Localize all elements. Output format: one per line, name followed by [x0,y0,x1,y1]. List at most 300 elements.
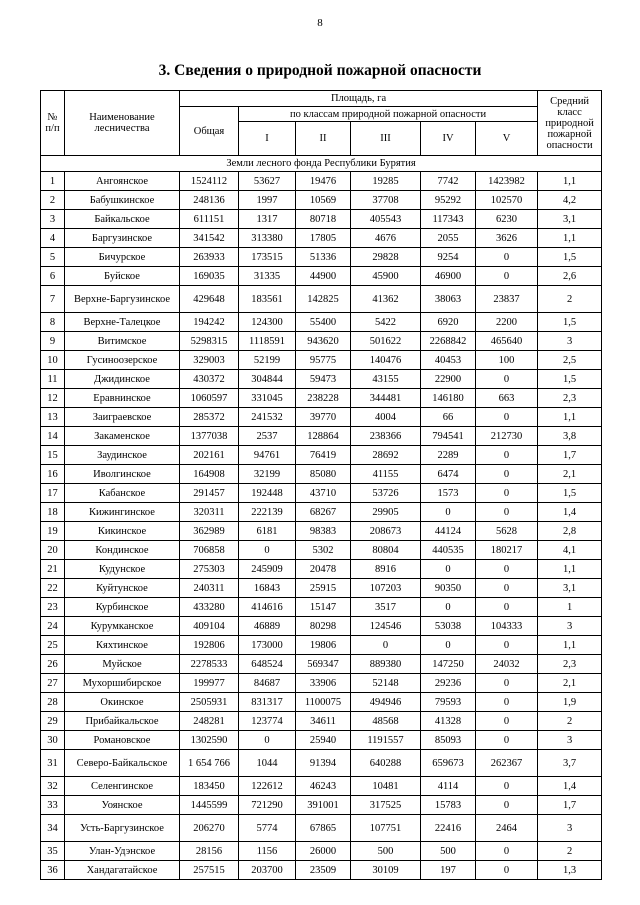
avg-class: 1,7 [538,796,602,815]
class-4-area: 41328 [421,712,476,731]
total-area: 430372 [180,370,239,389]
total-area: 248136 [180,191,239,210]
forestry-name: Куйтунское [65,579,180,598]
class-1-area: 331045 [239,389,296,408]
avg-class: 1,4 [538,777,602,796]
class-4-area: 440535 [421,541,476,560]
table-row [41,674,602,693]
avg-class: 3,1 [538,210,602,229]
forestry-name: Муйское [65,655,180,674]
table-row [41,777,602,796]
table-row [41,332,602,351]
table-row [41,370,602,389]
class-2-area: 34611 [296,712,351,731]
row-number: 11 [41,370,65,389]
class-2-area: 46243 [296,777,351,796]
class-5-area: 0 [476,560,538,579]
total-area: 1302590 [180,731,239,750]
class-3-area: 52148 [351,674,421,693]
class-5-area: 5628 [476,522,538,541]
class-1-area: 6181 [239,522,296,541]
class-1-area: 241532 [239,408,296,427]
class-2-area: 128864 [296,427,351,446]
class-3-area: 494946 [351,693,421,712]
class-3-area: 10481 [351,777,421,796]
total-area: 429648 [180,286,239,313]
row-number: 18 [41,503,65,522]
table-row [41,560,602,579]
page-number: 8 [317,17,323,29]
class-1-area: 122612 [239,777,296,796]
forestry-name: Иволгинское [65,465,180,484]
class-1-area: 5774 [239,815,296,842]
table-row [41,655,602,674]
class-4-area: 15783 [421,796,476,815]
forestry-name: Ангоянское [65,172,180,191]
table-row [41,446,602,465]
class-3-area: 640288 [351,750,421,777]
total-area: 1445599 [180,796,239,815]
class-4-area: 146180 [421,389,476,408]
class-5-area: 0 [476,267,538,286]
class-4-area: 22416 [421,815,476,842]
class-3-area: 5422 [351,313,421,332]
total-area: 28156 [180,842,239,861]
class-2-area: 391001 [296,796,351,815]
class-3-area: 4004 [351,408,421,427]
table-row [41,351,602,370]
table-row [41,408,602,427]
class-3-area: 29905 [351,503,421,522]
total-area: 206270 [180,815,239,842]
fire-danger-table [40,90,602,880]
class-5-area: 0 [476,484,538,503]
header-class-1: I [239,122,296,156]
class-5-area: 0 [476,796,538,815]
row-number: 25 [41,636,65,655]
avg-class: 2,6 [538,267,602,286]
class-3-area: 80804 [351,541,421,560]
class-4-area: 85093 [421,731,476,750]
total-area: 706858 [180,541,239,560]
total-area: 1377038 [180,427,239,446]
class-5-area: 0 [476,370,538,389]
forestry-name: Витимское [65,332,180,351]
class-2-area: 25940 [296,731,351,750]
table-row [41,503,602,522]
class-5-area: 0 [476,579,538,598]
class-1-area: 192448 [239,484,296,503]
row-number: 17 [41,484,65,503]
avg-class: 4,2 [538,191,602,210]
header-class-4: IV [421,122,476,156]
class-3-area: 48568 [351,712,421,731]
row-number: 31 [41,750,65,777]
class-2-area: 10569 [296,191,351,210]
row-number: 19 [41,522,65,541]
total-area: 611151 [180,210,239,229]
row-number: 30 [41,731,65,750]
class-4-area: 0 [421,598,476,617]
row-number: 7 [41,286,65,313]
row-number: 3 [41,210,65,229]
class-3-area: 41155 [351,465,421,484]
class-4-area: 79593 [421,693,476,712]
avg-class: 3,7 [538,750,602,777]
table-row [41,712,602,731]
avg-class: 1,9 [538,693,602,712]
class-2-area: 80718 [296,210,351,229]
avg-class: 3 [538,332,602,351]
class-2-area: 55400 [296,313,351,332]
class-3-area: 1191557 [351,731,421,750]
avg-class: 3 [538,815,602,842]
class-2-area: 59473 [296,370,351,389]
table-row [41,617,602,636]
class-4-area: 22900 [421,370,476,389]
total-area: 275303 [180,560,239,579]
row-number: 9 [41,332,65,351]
table-row [41,750,602,777]
forestry-name: Уоянское [65,796,180,815]
class-2-area: 23509 [296,861,351,880]
class-1-area: 2537 [239,427,296,446]
forestry-name: Кикинское [65,522,180,541]
class-1-area: 124300 [239,313,296,332]
forestry-name: Селенгинское [65,777,180,796]
class-1-area: 173515 [239,248,296,267]
total-area: 5298315 [180,332,239,351]
table-row [41,191,602,210]
class-4-area: 95292 [421,191,476,210]
class-4-area: 500 [421,842,476,861]
class-2-area: 33906 [296,674,351,693]
class-1-area: 304844 [239,370,296,389]
total-area: 194242 [180,313,239,332]
class-5-area: 2200 [476,313,538,332]
class-2-area: 569347 [296,655,351,674]
class-5-area: 0 [476,777,538,796]
avg-class: 2,1 [538,674,602,693]
class-4-area: 6920 [421,313,476,332]
class-2-area: 19806 [296,636,351,655]
forestry-name: Баргузинское [65,229,180,248]
row-number: 8 [41,313,65,332]
class-3-area: 405543 [351,210,421,229]
row-number: 29 [41,712,65,731]
table-row [41,286,602,313]
table-row [41,598,602,617]
avg-class: 2,1 [538,465,602,484]
class-3-area: 41362 [351,286,421,313]
total-area: 164908 [180,465,239,484]
header-total: Общая [180,107,239,156]
table-row [41,861,602,880]
class-3-area: 238366 [351,427,421,446]
class-1-area: 1044 [239,750,296,777]
class-2-area: 67865 [296,815,351,842]
class-2-area: 51336 [296,248,351,267]
class-3-area: 4676 [351,229,421,248]
avg-class: 1,1 [538,229,602,248]
class-5-area: 262367 [476,750,538,777]
forestry-name: Хандагатайское [65,861,180,880]
table-row [41,541,602,560]
class-2-area: 25915 [296,579,351,598]
header-area: Площадь, га [180,91,538,107]
class-5-area: 0 [476,446,538,465]
class-2-area: 5302 [296,541,351,560]
table-row [41,579,602,598]
row-number: 32 [41,777,65,796]
class-2-area: 85080 [296,465,351,484]
avg-class: 2,8 [538,522,602,541]
class-3-area: 317525 [351,796,421,815]
class-2-area: 95775 [296,351,351,370]
avg-class: 1,4 [538,503,602,522]
total-area: 183450 [180,777,239,796]
total-area: 2505931 [180,693,239,712]
header-num: № п/п [41,91,65,156]
class-3-area: 501622 [351,332,421,351]
forestry-name: Кондинское [65,541,180,560]
row-number: 27 [41,674,65,693]
class-1-area: 1156 [239,842,296,861]
table-row [41,731,602,750]
class-4-area: 2289 [421,446,476,465]
table-row [41,313,602,332]
class-1-area: 123774 [239,712,296,731]
total-area: 362989 [180,522,239,541]
forestry-name: Усть-Баргузинское [65,815,180,842]
forestry-name: Кабанское [65,484,180,503]
forestry-name: Верхне-Талецкое [65,313,180,332]
table-row [41,427,602,446]
class-3-area: 208673 [351,522,421,541]
class-3-area: 30109 [351,861,421,880]
class-3-area: 889380 [351,655,421,674]
header-class-2: II [296,122,351,156]
class-3-area: 0 [351,636,421,655]
class-1-area: 222139 [239,503,296,522]
class-2-area: 44900 [296,267,351,286]
class-3-area: 45900 [351,267,421,286]
total-area: 285372 [180,408,239,427]
class-5-area: 1423982 [476,172,538,191]
class-2-area: 238228 [296,389,351,408]
avg-class: 2,5 [538,351,602,370]
row-number: 22 [41,579,65,598]
class-3-area: 53726 [351,484,421,503]
total-area: 1060597 [180,389,239,408]
class-4-area: 44124 [421,522,476,541]
class-2-area: 15147 [296,598,351,617]
class-5-area: 0 [476,842,538,861]
table-row [41,693,602,712]
class-5-area: 6230 [476,210,538,229]
class-2-area: 1100075 [296,693,351,712]
table-row [41,815,602,842]
class-4-area: 197 [421,861,476,880]
avg-class: 1,1 [538,560,602,579]
class-1-area: 53627 [239,172,296,191]
table-row [41,172,602,191]
class-1-area: 31335 [239,267,296,286]
class-4-area: 659673 [421,750,476,777]
forestry-name: Курумканское [65,617,180,636]
class-4-area: 2268842 [421,332,476,351]
class-5-area: 0 [476,861,538,880]
forestry-name: Буйское [65,267,180,286]
table-row [41,229,602,248]
class-4-area: 2055 [421,229,476,248]
total-area: 202161 [180,446,239,465]
class-3-area: 140476 [351,351,421,370]
forestry-name: Окинское [65,693,180,712]
row-number: 16 [41,465,65,484]
total-area: 433280 [180,598,239,617]
class-4-area: 794541 [421,427,476,446]
class-3-area: 19285 [351,172,421,191]
total-area: 329003 [180,351,239,370]
class-3-area: 344481 [351,389,421,408]
row-number: 1 [41,172,65,191]
section-label: Земли лесного фонда Республики Бурятия [41,156,602,172]
class-5-area: 663 [476,389,538,408]
row-number: 4 [41,229,65,248]
total-area: 320311 [180,503,239,522]
class-4-area: 1573 [421,484,476,503]
class-4-area: 40453 [421,351,476,370]
row-number: 24 [41,617,65,636]
class-3-area: 43155 [351,370,421,389]
class-2-area: 43710 [296,484,351,503]
class-5-area: 104333 [476,617,538,636]
total-area: 248281 [180,712,239,731]
class-2-area: 17805 [296,229,351,248]
total-area: 199977 [180,674,239,693]
avg-class: 3,8 [538,427,602,446]
avg-class: 3,1 [538,579,602,598]
class-1-area: 173000 [239,636,296,655]
class-2-area: 68267 [296,503,351,522]
forestry-name: Байкальское [65,210,180,229]
total-area: 341542 [180,229,239,248]
class-5-area: 0 [476,674,538,693]
forestry-name: Кижингинское [65,503,180,522]
avg-class: 3 [538,731,602,750]
forestry-name: Гусиноозерское [65,351,180,370]
class-3-area: 28692 [351,446,421,465]
class-5-area: 24032 [476,655,538,674]
forestry-name: Улан-Удэнское [65,842,180,861]
class-3-area: 3517 [351,598,421,617]
class-3-area: 29828 [351,248,421,267]
forestry-name: Бичурское [65,248,180,267]
class-1-area: 245909 [239,560,296,579]
forestry-name: Кяхтинское [65,636,180,655]
class-4-area: 147250 [421,655,476,674]
table-row [41,636,602,655]
avg-class: 2 [538,712,602,731]
avg-class: 1,1 [538,172,602,191]
forestry-name: Заиграевское [65,408,180,427]
class-1-area: 84687 [239,674,296,693]
forestry-name: Мухоршибирское [65,674,180,693]
avg-class: 1,5 [538,370,602,389]
class-2-area: 20478 [296,560,351,579]
class-1-area: 46889 [239,617,296,636]
forestry-name: Джидинское [65,370,180,389]
class-2-area: 142825 [296,286,351,313]
forestry-name: Кудунское [65,560,180,579]
row-number: 15 [41,446,65,465]
total-area: 192806 [180,636,239,655]
table-row [41,522,602,541]
class-4-area: 7742 [421,172,476,191]
class-4-area: 38063 [421,286,476,313]
avg-class: 1,3 [538,861,602,880]
class-5-area: 0 [476,465,538,484]
total-area: 1 654 766 [180,750,239,777]
class-1-area: 203700 [239,861,296,880]
class-2-area: 91394 [296,750,351,777]
avg-class: 2 [538,842,602,861]
table-row [41,267,602,286]
row-number: 6 [41,267,65,286]
forestry-name: Заудинское [65,446,180,465]
class-4-area: 0 [421,636,476,655]
class-1-area: 183561 [239,286,296,313]
forestry-name: Бабушкинское [65,191,180,210]
class-2-area: 80298 [296,617,351,636]
row-number: 10 [41,351,65,370]
total-area: 257515 [180,861,239,880]
header-class-3: III [351,122,421,156]
total-area: 263933 [180,248,239,267]
forestry-name: Верхне-Баргузинское [65,286,180,313]
row-number: 5 [41,248,65,267]
class-5-area: 0 [476,636,538,655]
total-area: 1524112 [180,172,239,191]
avg-class: 2,3 [538,655,602,674]
class-1-area: 16843 [239,579,296,598]
class-5-area: 102570 [476,191,538,210]
total-area: 2278533 [180,655,239,674]
header-name: Наименование лесничества [65,91,180,156]
class-5-area: 212730 [476,427,538,446]
forestry-name: Прибайкальское [65,712,180,731]
class-4-area: 90350 [421,579,476,598]
table-row [41,210,602,229]
row-number: 28 [41,693,65,712]
class-5-area: 0 [476,248,538,267]
class-1-area: 94761 [239,446,296,465]
class-5-area: 0 [476,712,538,731]
class-5-area: 3626 [476,229,538,248]
avg-class: 2 [538,286,602,313]
forestry-name: Курбинское [65,598,180,617]
class-5-area: 180217 [476,541,538,560]
row-number: 21 [41,560,65,579]
class-4-area: 66 [421,408,476,427]
class-1-area: 313380 [239,229,296,248]
row-number: 26 [41,655,65,674]
row-number: 34 [41,815,65,842]
class-4-area: 0 [421,560,476,579]
class-1-area: 32199 [239,465,296,484]
class-4-area: 0 [421,503,476,522]
